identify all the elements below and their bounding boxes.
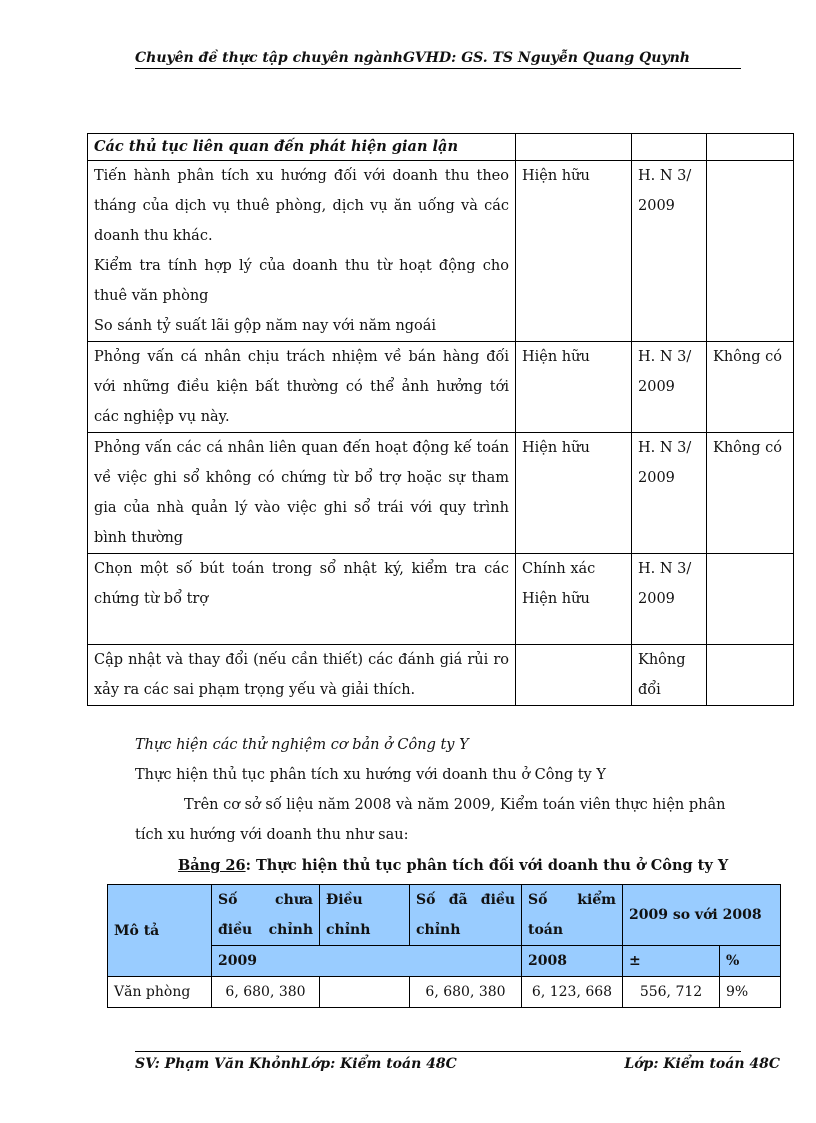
procedure-reference: H. N 3/ 2009 [632, 433, 707, 554]
procedure-result [707, 161, 794, 342]
footer-right: Lớp: Kiểm toán 48C [624, 1056, 780, 1072]
percent-header: % [720, 946, 781, 977]
procedure-objective: Hiện hữu [516, 342, 632, 433]
procedure-description: Cập nhật và thay đổi (nếu cần thiết) các đánh giá rủi ro xảy ra các sai phạm trọng yếu và giải thích. [88, 645, 516, 706]
procedure-description: Tiến hành phân tích xu hướng đối với doanh thu theo tháng của dịch vụ thuê phòng, dịch vụ ăn uống và các doanh thu khác. Kiểm tra tính hợp lý của doanh thu từ hoạt động cho thuê văn phòng So sánh tỷ suất lãi gộp năm nay với năm ngoái [88, 161, 516, 342]
procedure-objective: Hiện hữu [516, 161, 632, 342]
procedure-result: Không có [707, 342, 794, 433]
table-caption [178, 857, 728, 874]
page-header: Chuyên đề thực tập chuyên ngànhGVHD: GS. TS Nguyễn Quang Quynh [135, 50, 741, 69]
row-description: Văn phòng [108, 977, 212, 1008]
procedure-description: Chọn một số bút toán trong sổ nhật ký, kiểm tra các chứng từ bổ trợ [88, 554, 516, 645]
footer-divider [135, 1051, 741, 1052]
col-comparison-header: 2009 so với 2008 [623, 885, 781, 946]
footer-left: SV: Phạm Văn KhỏnhLớp: Kiểm toán 48C [135, 1056, 457, 1072]
table-header-row [88, 134, 794, 161]
col-adjustment-header: Điều chỉnh [320, 885, 410, 946]
difference-header: ± [623, 946, 720, 977]
procedure-reference: H. N 3/ 2009 [632, 342, 707, 433]
section-heading: Thực hiện các thử nghiệm cơ bản ở Công ty Y [135, 737, 469, 753]
table-row [108, 977, 781, 1008]
col-description-header: Mô tả [108, 885, 212, 977]
paragraph: tích xu hướng với doanh thu như sau: [135, 827, 409, 843]
table-row [88, 161, 794, 342]
row-percent: 9% [720, 977, 781, 1008]
procedure-result [707, 554, 794, 645]
procedure-objective: Chính xác Hiện hữu [516, 554, 632, 645]
row-adjustment [320, 977, 410, 1008]
col-adjusted-header: Số đã điều chỉnh [410, 885, 522, 946]
page-footer [135, 1056, 780, 1072]
paragraph: Thực hiện thủ tục phân tích xu hướng với doanh thu ở Công ty Y [135, 767, 606, 783]
row-audited: 6, 123, 668 [522, 977, 623, 1008]
section-title: Các thủ tục liên quan đến phát hiện gian lận [88, 134, 516, 161]
col-unadjusted-header: Số chưa điều chỉnh [212, 885, 320, 946]
year-2009-header: 2009 [212, 946, 522, 977]
table-row [88, 645, 794, 706]
row-difference: 556, 712 [623, 977, 720, 1008]
col-audited-header: Số kiểm toán [522, 885, 623, 946]
procedure-objective: Hiện hữu [516, 433, 632, 554]
procedure-result [707, 645, 794, 706]
table-number: Bảng 26 [178, 857, 246, 874]
procedure-objective [516, 645, 632, 706]
table-header-row [108, 885, 781, 946]
table-row [88, 342, 794, 433]
procedure-description: Phỏng vấn cá nhân chịu trách nhiệm về bán hàng đối với những điều kiện bất thường có thể ảnh hưởng tới các nghiệp vụ này. [88, 342, 516, 433]
procedure-description: Phỏng vấn các cá nhân liên quan đến hoạt động kế toán về việc ghi sổ không có chứng từ bổ trợ hoặc sự tham gia của nhà quản lý vào việc ghi sổ trái với quy trình bình thường [88, 433, 516, 554]
paragraph: Trên cơ sở số liệu năm 2008 và năm 2009, Kiểm toán viên thực hiện phân [184, 797, 726, 813]
row-unadjusted: 6, 680, 380 [212, 977, 320, 1008]
procedure-reference: H. N 3/ 2009 [632, 554, 707, 645]
revenue-table [107, 884, 781, 1008]
procedure-reference: H. N 3/ 2009 [632, 161, 707, 342]
procedures-table [87, 133, 794, 706]
procedure-result: Không có [707, 433, 794, 554]
year-2008-header: 2008 [522, 946, 623, 977]
table-row [88, 433, 794, 554]
table-caption-text: : Thực hiện thủ tục phân tích đối với doanh thu ở Công ty Y [245, 857, 729, 874]
row-adjusted: 6, 680, 380 [410, 977, 522, 1008]
procedure-reference: Không đổi [632, 645, 707, 706]
table-row [88, 554, 794, 645]
